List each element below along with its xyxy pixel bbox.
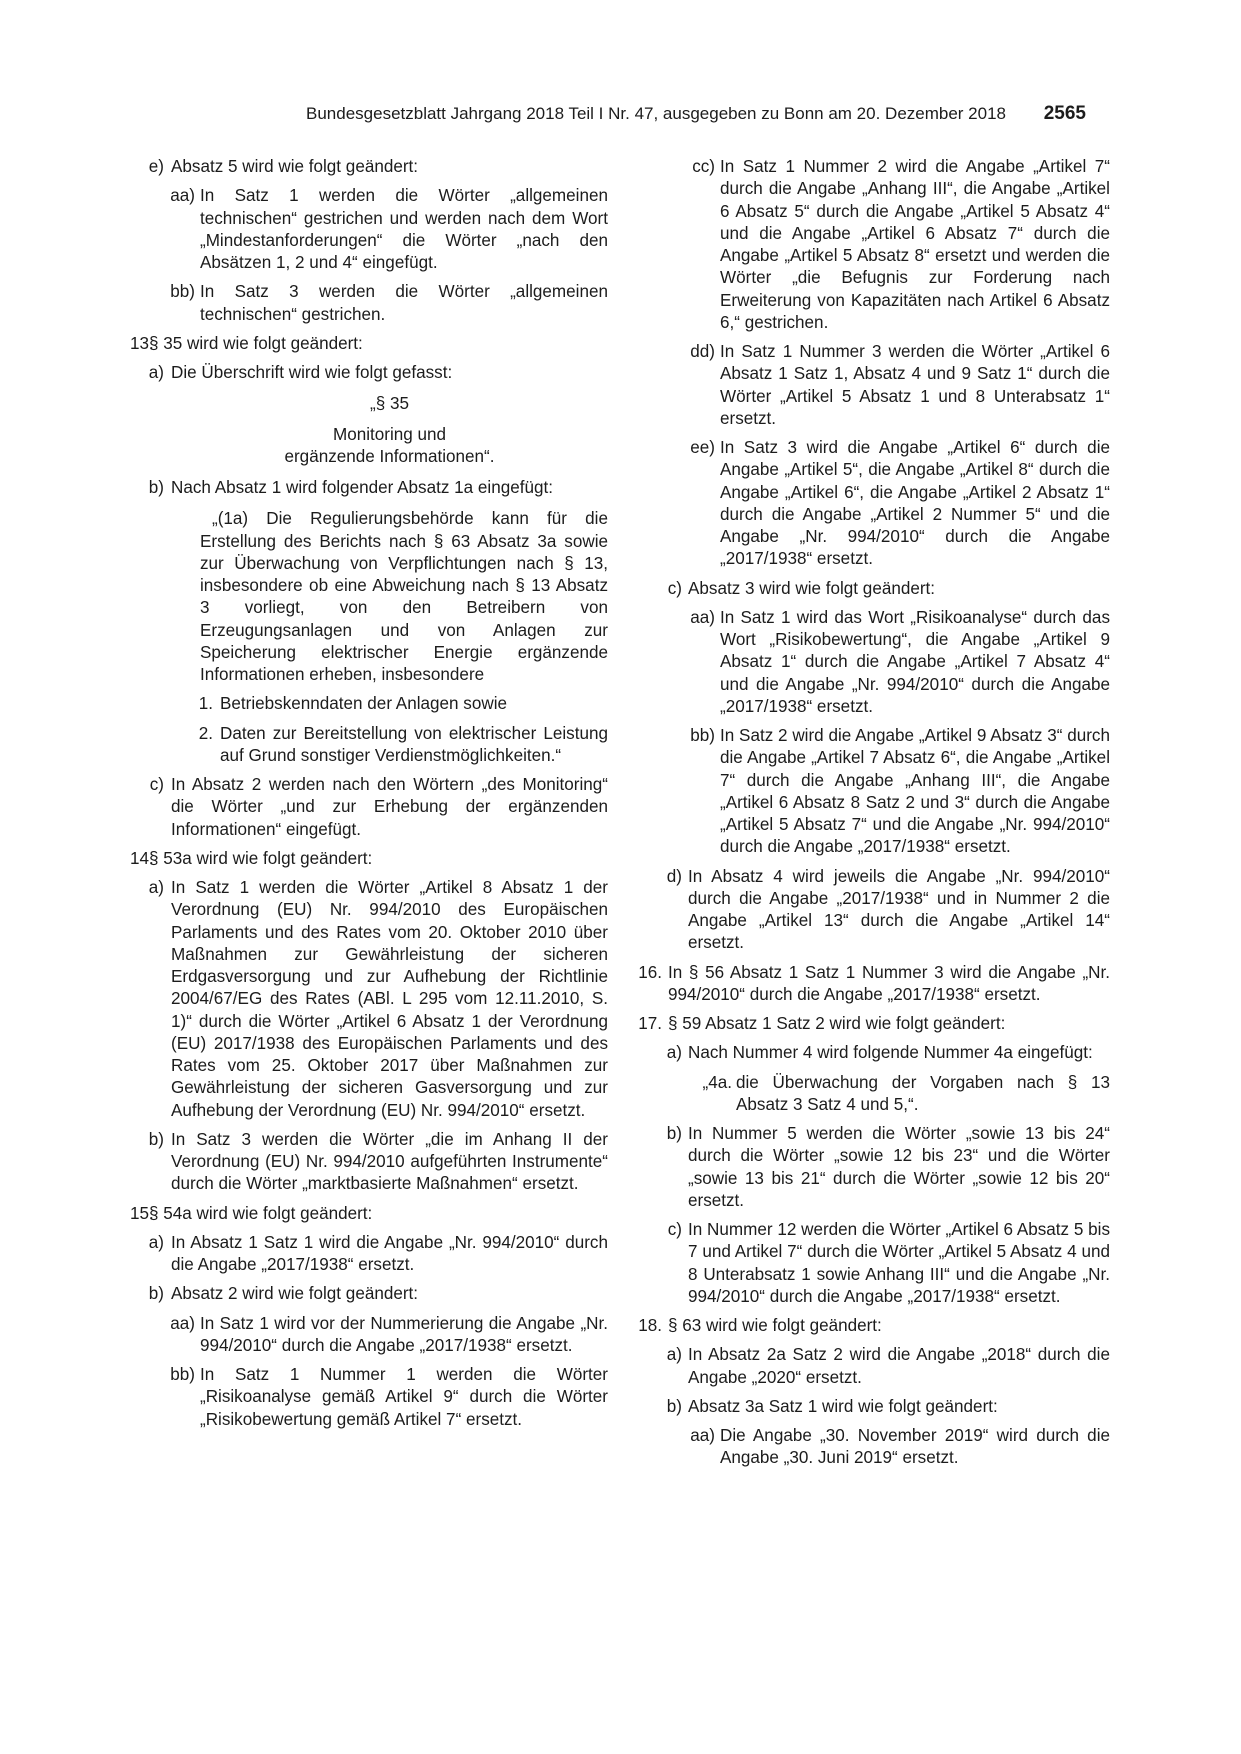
item-label: aa) [170,186,195,206]
item-17-c [667,1219,1110,1308]
item-label: d) [666,866,682,886]
header-title: Bundesgesetzblatt Jahrgang 2018 Teil I Nr. 47, ausgegeben zu Bonn am 20. Dezember 2018 [306,104,1006,123]
item-text: In Satz 1 Nummer 1 werden die Wörter „Risikoanalyse gemäß Artikel 9“ durch die Wörter „Risikobewertung gemäß Artikel 7“ ersetzt. [200,1365,608,1429]
heading-line: Monitoring und [332,424,447,444]
item-text: Absatz 3a Satz 1 wird wie folgt geändert: [688,1396,998,1416]
item-text: § 54a wird wie folgt geändert: [149,1203,373,1223]
item-label: a) [148,878,164,897]
item-15 [130,1203,608,1225]
section-heading-quote [171,393,608,468]
item-15-b-cc [692,156,1110,334]
item-18-b-aa [690,1425,1110,1470]
item-label: aa) [690,607,715,627]
item-13-b-2 [198,723,608,768]
item-text: In Satz 1 Nummer 2 wird die Angabe „Artikel 7“ durch die Angabe „Anhang III“, die Angabe „Artikel 6 Absatz 5“ durch die Angabe „Artikel 5 Absatz 4“ und die Angabe „Artikel 6 Absatz 7“ durch die Angabe „Artikel 5 Absatz 8“ ersetzt und werden die Wörter „die Befugnis zur Forderung nach Erweiterung von Kapazitäten nach Artikel 6 Absatz 6,“ gestrichen. [720,157,1110,332]
item-label: a) [666,1345,682,1365]
item-16 [638,962,1110,1007]
item-label: 17. [638,1014,662,1033]
item-13-b [148,477,608,499]
item-label: c) [149,775,164,794]
item-label: c) [667,578,682,598]
item-e-aa [170,185,608,274]
item-text: die Überwachung der Vorgaben nach § 13 Absatz 3 Satz 4 und 5,“. [736,1072,1110,1114]
item-13 [130,333,608,355]
item-text: In Absatz 2a Satz 2 wird die Angabe „2018“ durch die Angabe „2020“ ersetzt. [688,1345,1110,1387]
item-label: 14. [130,848,154,868]
item-text: Die Überschrift wird wie folgt gefasst: [171,363,453,382]
item-text: In Satz 1 wird vor der Nummerierung die Angabe „Nr. 994/2010“ durch die Angabe „2017/1938“ ersetzt. [200,1313,608,1355]
item-label: b) [148,478,164,497]
quoted-paragraph: „(1a) Die Regulierungsbehörde kann für die Erstellung des Berichts nach § 63 Absatz 3a sowie zur Überwachung von Verpflichtungen nach § 13, insbesondere ob eine Abweichung nach § 13 Absatz 3 vorliegt, von den Betreibern von Erzeugungsanlagen und von Anlagen zur Speicherung elektrischer Energie ergänzende Informationen erheben, insbesondere [200,509,608,684]
item-text: Absatz 3 wird wie folgt geändert: [688,578,936,598]
heading-line: „§ 35 [370,394,409,414]
item-label: „4a. [702,1072,732,1092]
item-label: 16. [638,962,662,982]
item-text: § 35 wird wie folgt geändert: [149,333,363,353]
item-15-a [148,1232,608,1277]
item-18-a [666,1344,1110,1389]
item-text: In Satz 1 Nummer 3 werden die Wörter „Artikel 6 Absatz 1 Satz 1, Absatz 4 und 9 Satz 1“ durch die Wörter „Artikel 5 Absatz 1 und 8 Unterabsatz 1“ ersetzt. [720,342,1110,428]
item-text: In Satz 1 werden die Wörter „Artikel 8 Absatz 1 der Verordnung (EU) Nr. 994/2010 des Europäischen Parlaments und des Rates vom 20. Oktober 2010 über Maßnahmen zur Gewährleistung der sicheren Erdgasversorgung und zur Aufhebung der Richtlinie 2004/67/EG des Rates (ABl. L 295 vom 12.11.2010, S. 1)“ durch die Wörter „Artikel 6 Absatz 1 der Verordnung (EU) 2017/1938 des Europäischen Parlaments und des Rates vom 25. Oktober 2017 über Maßnahmen zur Gewährleistung der sicheren Gasversorgung und zur Aufhebung der Verordnung (EU) Nr. 994/2010“ ersetzt. [171,878,608,1120]
item-text: Daten zur Bereitstellung von elektrischer Leistung auf Grund sonstiger Verdienstmöglichkeiten.“ [220,723,608,765]
item-label: bb) [170,282,195,302]
item-17-a-4a [702,1072,1110,1117]
item-13-c [149,774,608,841]
item-label: e) [148,157,164,176]
item-15-b [148,1283,608,1305]
item-label: 18. [638,1316,662,1335]
item-14-b [148,1129,608,1196]
item-15-b-bb [170,1364,608,1431]
item-15-c [667,578,1110,600]
item-label: a) [666,1043,682,1063]
item-text: Absatz 2 wird wie folgt geändert: [171,1284,419,1304]
item-label: aa) [690,1426,715,1445]
item-label: aa) [170,1313,195,1333]
item-14 [130,848,608,870]
item-15-b-ee [690,437,1110,571]
item-text: In § 56 Absatz 1 Satz 1 Nummer 3 wird die Angabe „Nr. 994/2010“ durch die Angabe „2017/1938“ ersetzt. [668,962,1110,1004]
item-15-b-dd [690,341,1110,430]
item-label: dd) [690,342,715,361]
item-text: § 63 wird wie folgt geändert: [668,1316,882,1335]
item-text: § 53a wird wie folgt geändert: [149,848,373,868]
item-15-d [666,866,1110,955]
item-label: b) [666,1396,682,1416]
page-header [210,101,1086,127]
item-text: In Absatz 4 wird jeweils die Angabe „Nr. 994/2010“ durch die Angabe „2017/1938“ und in Nummer 2 die Angabe „Artikel 13“ durch die Angabe „Artikel 14“ ersetzt. [688,866,1110,953]
item-label: cc) [692,157,715,176]
right-column [632,156,1110,1470]
item-text: In Satz 3 wird die Angabe „Artikel 6“ durch die Angabe „Artikel 5“, die Angabe „Artikel 8“ durch die Angabe „Artikel 6“, die Angabe „Artikel 2 Absatz 1“ durch die Angabe „Artikel 2 Nummer 5“ und die Angabe „Nr. 994/2010“ durch die Angabe „2017/1938“ ersetzt. [720,438,1110,569]
item-label: bb) [690,726,715,745]
item-18 [638,1315,1110,1337]
item-e [148,156,608,178]
item-label: c) [667,1220,682,1239]
item-text: In Satz 1 werden die Wörter „allgemeinen technischen“ gestrichen und werden nach dem Wort „Mindestanforderungen“ die Wörter „nach den Absätzen 1, 2 und 4“ eingefügt. [200,186,608,272]
item-13-a [148,362,608,384]
item-text: Die Angabe „30. November 2019“ wird durch die Angabe „30. Juni 2019“ ersetzt. [720,1426,1110,1468]
item-13-b-1 [198,693,608,715]
heading-line: ergänzende Informationen“. [284,446,495,466]
item-text: Nach Nummer 4 wird folgende Nummer 4a eingefügt: [688,1043,1093,1063]
item-text: § 59 Absatz 1 Satz 2 wird wie folgt geändert: [668,1014,1006,1033]
item-label: b) [148,1284,164,1304]
item-15-c-aa [690,607,1110,718]
left-column [130,156,608,1431]
item-text: In Nummer 12 werden die Wörter „Artikel 6 Absatz 5 bis 7 und Artikel 7“ durch die Wörter „Artikel 5 Absatz 4 und 8 Unterabsatz 1 sowie Anhang III“ und die Angabe „Nr. 994/2010“ durch die Angabe „2017/1938“ ersetzt. [688,1220,1110,1306]
item-15-c-bb [690,725,1110,859]
item-label: 13. [130,333,154,353]
item-text: In Satz 3 werden die Wörter „allgemeinen technischen“ gestrichen. [200,282,608,324]
item-label: a) [148,1232,164,1252]
item-text: Absatz 5 wird wie folgt geändert: [171,157,419,176]
item-text: In Satz 3 werden die Wörter „die im Anhang II der Verordnung (EU) Nr. 994/2010 aufgeführten Instrumente“ durch die Wörter „marktbasierte Maßnahmen“ ersetzt. [171,1129,608,1194]
item-text: In Satz 1 wird das Wort „Risikoanalyse“ durch das Wort „Risikobewertung“, die Angabe „Artikel 9 Absatz 1“ durch die Angabe „Artikel 7 Absatz 4“ und die Angabe „Nr. 994/2010“ durch die Angabe „2017/1938“ ersetzt. [720,607,1110,716]
item-17-a [666,1042,1110,1064]
item-text: In Absatz 2 werden nach den Wörtern „des Monitoring“ die Wörter „und zur Erhebung der ergänzenden Informationen“ eingefügt. [171,775,608,839]
item-text: Betriebskenndaten der Anlagen sowie [220,694,507,714]
item-label: bb) [170,1365,195,1384]
item-14-a [148,877,608,1122]
item-17-b [666,1123,1110,1212]
item-label: 15. [130,1203,154,1223]
item-17 [638,1013,1110,1035]
item-15-b-aa [170,1313,608,1358]
item-label: 2. [198,723,213,743]
item-label: b) [666,1124,682,1143]
item-label: 1. [198,694,213,714]
item-label: a) [148,363,164,382]
page-number: 2565 [1043,103,1086,124]
item-label: ee) [690,438,715,457]
item-text: Nach Absatz 1 wird folgender Absatz 1a eingefügt: [171,478,554,497]
item-label: b) [148,1129,164,1149]
item-text: In Nummer 5 werden die Wörter „sowie 13 bis 24“ durch die Wörter „sowie 12 bis 23“ und die Wörter „sowie 13 bis 21“ durch die Wörter „sowie 12 bis 20“ ersetzt. [688,1124,1110,1210]
item-text: In Satz 2 wird die Angabe „Artikel 9 Absatz 3“ durch die Angabe „Artikel 7 Absatz 6“, die Angabe „Artikel 7“ durch die Angabe „Anhang III“, die Angabe „Artikel 6 Absatz 8 Satz 2 und 3“ durch die Angabe „Artikel 5 Absatz 7“ und die Angabe „Nr. 994/2010“ durch die Angabe „2017/1938“ ersetzt. [720,726,1110,857]
item-18-b [666,1396,1110,1418]
item-e-bb [170,281,608,326]
item-text: In Absatz 1 Satz 1 wird die Angabe „Nr. 994/2010“ durch die Angabe „2017/1938“ ersetzt. [171,1232,608,1274]
